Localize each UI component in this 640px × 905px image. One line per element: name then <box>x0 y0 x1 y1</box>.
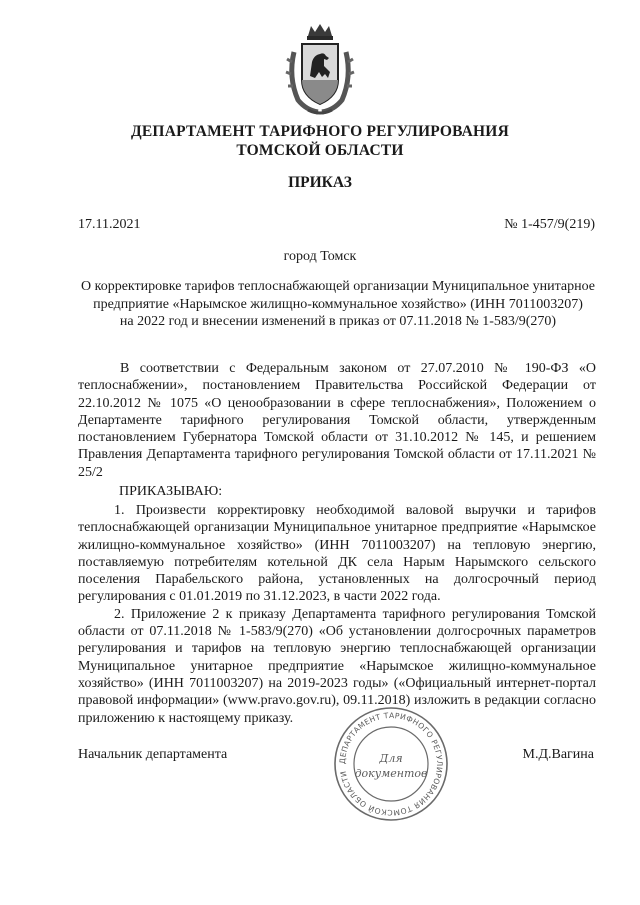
order-number: № 1-457/9(219) <box>504 217 595 232</box>
stamp-center-line1: Для <box>379 752 403 765</box>
preamble-paragraph: В соответствии с Федеральным законом от 27.07.2010 № 190-ФЗ «О теплоснабжении», постановлением Правительства Российской Федерации от 22.10.2012 № 1075 «О ценообразовании в сфере теплоснабжения», Положением о Департаменте тарифного регулирования Томской области, утвержденным постановлением Губернатора Томской области от 31.10.2012 № 145, и решением Правления Департамента тарифного регулирования Томской области от 17.11.2021 № 25/2 <box>78 361 596 480</box>
department-title-line1: ДЕПАРТАМЕНТ ТАРИФНОГО РЕГУЛИРОВАНИЯ <box>131 123 509 140</box>
document-type: ПРИКАЗ <box>288 174 352 191</box>
order-directive-word: ПРИКАЗЫВАЮ: <box>119 484 223 499</box>
subject-line1: О корректировке тарифов теплоснабжающей организации Муниципальное унитарное <box>81 279 595 294</box>
order-date: 17.11.2021 <box>78 217 141 232</box>
order-point-1: 1. Произвести корректировку необходимой валовой выручки и тарифов теплоснабжающей организации Муниципальное унитарное предприятие «Нарымское жилищно-коммунальное хозяйство» (ИНН 7011003207) на тепловую энергию, поставляемую потребителям котельной ДК села Нарым Нарымского сельского поселения Парабельского района, установленных на долгосрочный период регулирования с 01.01.2019 по 31.12.2023, в части 2022 года. <box>78 503 596 605</box>
preamble <box>78 360 596 481</box>
order-subject <box>78 278 598 331</box>
stamp-ring-text: ДЕПАРТАМЕНТ ТАРИФНОГО РЕГУЛИРОВАНИЯ ТОМСКОЙ ОБЛАСТИ <box>337 710 445 818</box>
city: город Томск <box>283 249 357 264</box>
subject-line3: на 2022 год и внесении изменений в приказ от 07.11.2018 № 1-583/9(270) <box>119 314 557 329</box>
order-points <box>78 502 596 727</box>
department-title <box>60 122 580 160</box>
order-point-2: 2. Приложение 2 к приказу Департамента тарифного регулирования Томской области от 07.11.2018 № 1-583/9(270) «Об установлении долгосрочных параметров регулирования и тарифов на тепловую энергию теплоснабжающей организации Муниципальное унитарное предприятие «Нарымское жилищно-коммунальное хозяйство» (ИНН 7011003207) на 2019-2023 годы» («Официальный интернет-портал правовой информации» (www.pravo.gov.ru), 09.11.2018) изложить в редакции согласно приложению к настоящему приказу. <box>78 606 596 726</box>
signatory-name: М.Д.Вагина <box>522 747 594 762</box>
subject-line2: предприятие «Нарымское жилищно-коммунальное хозяйство» (ИНН 7011003207) <box>93 296 583 312</box>
official-stamp <box>332 705 450 823</box>
tomsk-coat-of-arms-icon <box>284 22 356 118</box>
signatory-position: Начальник департамента <box>78 747 228 762</box>
stamp-center-line2: документов <box>354 767 428 780</box>
department-title-line2: ТОМСКОЙ ОБЛАСТИ <box>236 142 404 159</box>
